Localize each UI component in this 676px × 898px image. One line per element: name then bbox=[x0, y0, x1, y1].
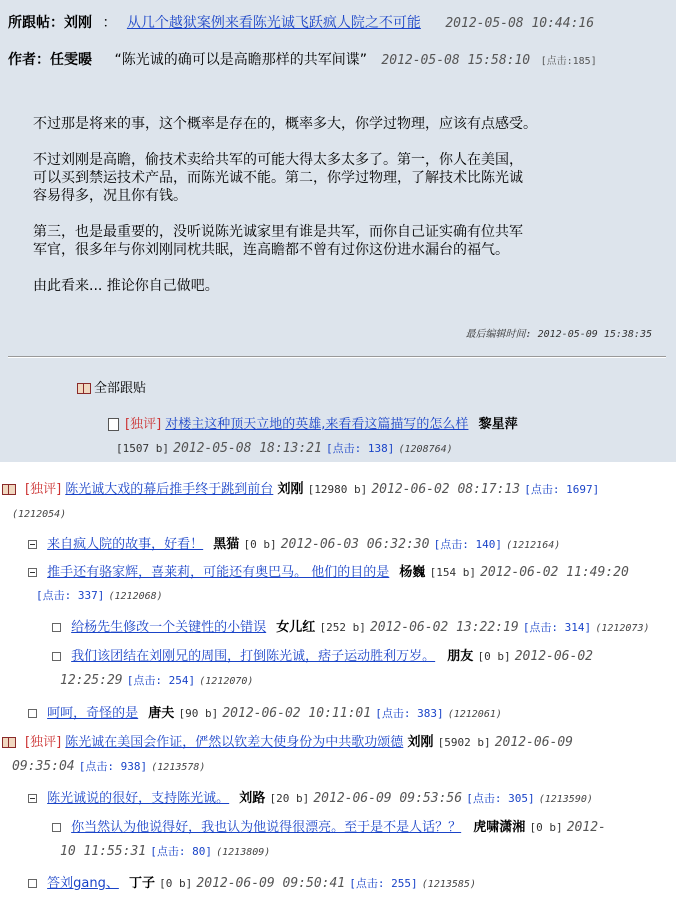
post-date: 2012-05-08 15:58:10 bbox=[381, 53, 531, 68]
thread-title-link[interactable]: 你当然认为他说得好，我也认为他说得很漂亮。至于是不是人话？？ bbox=[71, 820, 462, 835]
paragraph bbox=[33, 223, 633, 259]
thread-author: 朋友 bbox=[447, 649, 474, 664]
thread-size: [90 b] bbox=[178, 707, 219, 720]
follow-label: 所跟帖： bbox=[8, 15, 64, 31]
reply-title-link[interactable]: 对楼主这种顶天立地的英雄,来看看这篇描写的怎么样 bbox=[165, 417, 469, 432]
node-icon bbox=[28, 709, 37, 718]
thread-row bbox=[28, 561, 629, 580]
thread-size: [5902 b] bbox=[437, 736, 491, 749]
thread-title-link[interactable]: 呵呵，奇怪的是 bbox=[47, 706, 139, 721]
thread-author: 杨巍 bbox=[399, 565, 426, 580]
thread-date: 2012-06-02 bbox=[514, 649, 593, 664]
text: 第三，也是最重要的，没听说陈光诚家里有谁是共军，而你自己证实确有位共军 bbox=[33, 224, 523, 240]
thread-row bbox=[28, 787, 593, 806]
thread-author: 虎啸潇湘 bbox=[473, 820, 526, 835]
text: 容易得多，况且你有钱。 bbox=[33, 188, 187, 204]
thread-size: [154 b] bbox=[429, 566, 476, 579]
thread-clicks[interactable]: [点击: 337] bbox=[36, 589, 105, 602]
thread-time: 10 11:55:31 bbox=[60, 844, 147, 859]
follow-author: 刘刚 bbox=[64, 15, 92, 31]
thread-clicks[interactable]: [点击: 305] bbox=[466, 792, 535, 805]
thread-author: 刘路 bbox=[239, 791, 266, 806]
thread-time: 12:25:29 bbox=[60, 673, 123, 688]
thread-id: (1213585) bbox=[421, 879, 476, 890]
follow-date: 2012-05-08 10:44:16 bbox=[445, 16, 595, 31]
thread-title-link[interactable]: 陈光诚大戏的幕后推手终于跳到前台 bbox=[65, 482, 274, 497]
thread-id: (1213578) bbox=[151, 762, 206, 773]
thread-date: 2012-06-09 09:53:56 bbox=[313, 791, 463, 806]
thread-clicks[interactable]: [点击: 255] bbox=[349, 877, 418, 890]
follow-sep: ： bbox=[102, 15, 117, 31]
thread-date: 2012- bbox=[566, 820, 606, 835]
all-replies-label: 全部跟贴 bbox=[94, 381, 147, 396]
author-label: 作者： bbox=[8, 52, 50, 68]
book-icon bbox=[2, 737, 16, 748]
post-body bbox=[33, 115, 633, 313]
follow-line bbox=[8, 12, 676, 32]
thread-clicks[interactable]: [点击: 140] bbox=[433, 538, 502, 551]
thread-row bbox=[2, 731, 573, 750]
thread-id: (1212073) bbox=[595, 623, 650, 634]
thread-id: (1213590) bbox=[538, 794, 593, 805]
thread-row bbox=[52, 645, 593, 664]
collapse-icon[interactable] bbox=[28, 794, 37, 803]
reply-author: 黎星萍 bbox=[478, 417, 518, 432]
last-edited: 最后编辑时间: 2012-05-09 15:38:35 bbox=[465, 329, 652, 340]
reply-row bbox=[108, 413, 518, 432]
thread-row bbox=[2, 478, 599, 497]
thread-meta bbox=[36, 587, 163, 603]
thread-meta bbox=[12, 758, 205, 774]
book-icon bbox=[77, 383, 91, 394]
thread-title-link[interactable]: 答刘gang、 bbox=[47, 876, 119, 891]
follow-title-link[interactable]: 从几个越狱案例来看陈光诚飞跃疯人院之不可能 bbox=[126, 15, 421, 31]
thread-id: (1212070) bbox=[199, 676, 254, 687]
thread-id: (1212054) bbox=[12, 509, 67, 520]
thread-size: [0 b] bbox=[243, 538, 277, 551]
thread-date: 2012-06-02 10:11:01 bbox=[222, 706, 372, 721]
reply-clicks[interactable]: [点击: 138] bbox=[325, 442, 395, 455]
thread-clicks[interactable]: [点击: 1697] bbox=[524, 483, 600, 496]
reply-date: 2012-05-08 18:13:21 bbox=[173, 441, 322, 456]
thread-clicks[interactable]: [点击: 254] bbox=[126, 674, 196, 687]
book-icon bbox=[2, 484, 16, 495]
thread-author: 刘刚 bbox=[407, 735, 434, 750]
thread-meta bbox=[60, 843, 270, 859]
thread-title-link[interactable]: 我们该团结在刘刚兄的周围，打倒陈光诚，痞子运动胜利万岁。 bbox=[71, 649, 436, 664]
post-clicks: [点击:185] bbox=[540, 56, 597, 67]
collapse-icon[interactable] bbox=[28, 540, 37, 549]
thread-author: 唐夫 bbox=[148, 706, 175, 721]
thread-title-link[interactable]: 来自疯人院的故事，好看！ bbox=[47, 537, 204, 552]
thread-date: 2012-06-02 08:17:13 bbox=[371, 482, 521, 497]
thread-date: 2012-06-09 09:50:41 bbox=[196, 876, 346, 891]
thread-row bbox=[52, 816, 606, 835]
node-icon bbox=[52, 652, 61, 661]
thread-clicks[interactable]: [点击: 938] bbox=[78, 760, 148, 773]
text: 军官，很多年与你刘刚同枕共眠，连高瞻都不曾有过你这份进水漏台的福气。 bbox=[33, 242, 509, 258]
text: 可以买到禁运技术产品，而陈光诚不能。第二，你学过物理，了解技术比陈光诚 bbox=[33, 170, 523, 186]
thread-size: [0 b] bbox=[529, 821, 563, 834]
thread-size: [12980 b] bbox=[307, 483, 368, 496]
thread-author: 黑猫 bbox=[213, 537, 240, 552]
tag-label: [独评] bbox=[125, 417, 162, 432]
text: 由此看来... 推论你自己做吧。 bbox=[33, 278, 219, 294]
node-icon bbox=[52, 823, 61, 832]
paragraph bbox=[33, 115, 633, 133]
thread-id: (1213809) bbox=[216, 847, 271, 858]
thread-size: [0 b] bbox=[159, 877, 193, 890]
thread-clicks[interactable]: [点击: 80] bbox=[150, 845, 212, 858]
thread-meta bbox=[60, 672, 253, 688]
thread-author: 女儿红 bbox=[276, 620, 316, 635]
thread-id-row bbox=[12, 506, 66, 521]
thread-list bbox=[0, 462, 676, 898]
post-title: “陈光诚的确可以是高瞻那样的共军间谍” bbox=[114, 52, 367, 68]
reply-meta bbox=[116, 440, 453, 456]
reply-size: [1507 b] bbox=[116, 442, 169, 455]
thread-row bbox=[28, 702, 502, 721]
thread-clicks[interactable]: [点击: 383] bbox=[375, 707, 444, 720]
thread-title-link[interactable]: 推手还有骆家辉，喜莱莉，可能还有奥巴马。 他们的目的是 bbox=[47, 565, 390, 580]
author-name: 任雯暥 bbox=[50, 52, 92, 68]
thread-date: 2012-06-09 bbox=[494, 735, 574, 750]
thread-id: (1212061) bbox=[447, 709, 502, 720]
divider bbox=[8, 356, 666, 358]
text: 不过刘刚是高瞻，偷技术卖给共军的可能大得太多太多了。第一，你人在美国， bbox=[33, 152, 523, 168]
paragraph bbox=[33, 277, 633, 295]
thread-author: 丁子 bbox=[129, 876, 156, 891]
text: 不过那是将来的事，这个概率是存在的，概率多大，你学过物理，应该有点感受。 bbox=[33, 116, 537, 132]
thread-date: 2012-06-02 13:22:19 bbox=[369, 620, 519, 635]
author-line bbox=[8, 49, 676, 69]
paragraph bbox=[33, 151, 633, 205]
thread-time: 09:35:04 bbox=[12, 759, 75, 774]
thread-title-link[interactable]: 陈光诚说的很好，支持陈光诚。 bbox=[47, 791, 230, 806]
all-replies-heading bbox=[77, 377, 146, 396]
thread-row bbox=[28, 872, 476, 891]
thread-date: 2012-06-03 06:32:30 bbox=[280, 537, 430, 552]
tag-label: [独评] bbox=[25, 482, 62, 497]
node-icon bbox=[28, 879, 37, 888]
thread-title-link[interactable]: 陈光诚在美国会作证，俨然以钦差大使身份为中共歌功颂德 bbox=[65, 735, 404, 750]
thread-size: [252 b] bbox=[319, 621, 366, 634]
thread-title-link[interactable]: 给杨先生修改一个关键性的小错误 bbox=[71, 620, 267, 635]
thread-size: [0 b] bbox=[477, 650, 511, 663]
thread-author: 刘刚 bbox=[277, 482, 304, 497]
collapse-icon[interactable] bbox=[28, 568, 37, 577]
document-icon bbox=[108, 418, 119, 431]
thread-date: 2012-06-02 11:49:20 bbox=[480, 565, 629, 580]
thread-row bbox=[28, 533, 560, 552]
thread-clicks[interactable]: [点击: 314] bbox=[522, 621, 592, 634]
tag-label: [独评] bbox=[25, 735, 62, 750]
reply-id: (1208764) bbox=[398, 444, 453, 455]
node-icon bbox=[52, 623, 61, 632]
thread-size: [20 b] bbox=[269, 792, 310, 805]
thread-id: (1212164) bbox=[506, 540, 561, 551]
thread-row bbox=[52, 616, 650, 635]
thread-id: (1212068) bbox=[108, 591, 163, 602]
